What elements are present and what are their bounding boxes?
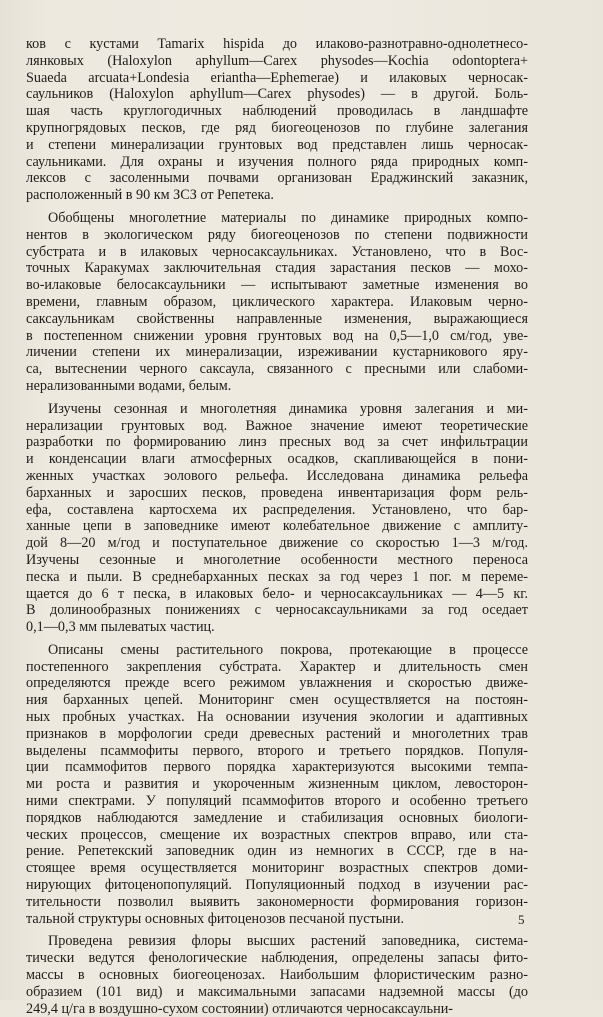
- text-line: саульников (Haloxylon aphyllum—Carex physodes) — в другой. Боль-: [26, 86, 528, 103]
- text-line: и конденсации влаги атмосферных осадков, скапливающейся в пони-: [26, 451, 528, 468]
- text-line: барханных и заросших песков, проведена инвентаризация форм рель-: [26, 484, 528, 501]
- text-line: рение. Репетекский заповедник один из немногих в СССР, где в на-: [26, 843, 528, 860]
- text-line: песка и пыли. В среднебарханных песках за год через 1 пог. м переме-: [26, 568, 528, 585]
- text-line: щается до 6 т песка, в илаковых бело- и черносаксаульниках — 4—5 кг.: [26, 585, 528, 602]
- text-line: точных Каракумах заключительная стадия зарастания песков — мохо-: [26, 260, 528, 277]
- text-line: Обобщены многолетние материалы по динамике природных компо-: [48, 209, 528, 226]
- text-line: времени, главным образом, циклического характера. Илаковым черно-: [26, 293, 528, 310]
- page-number: 5: [518, 912, 525, 927]
- text-line: ных пробных участках. На основании изучения экологии и адаптивных: [26, 709, 528, 726]
- paragraph: [26, 36, 528, 204]
- text-line: тически ведутся фенологические наблюдения, определены запасы фито-: [26, 950, 528, 967]
- text-line: постепенного закрепления субстрата. Характер и длительность смен: [26, 658, 528, 675]
- text-line: нерализованными водами, белым.: [26, 377, 232, 394]
- text-line: нерализации грунтовых вод. Важное значение имеют теоретические: [26, 417, 528, 434]
- paragraph: [26, 210, 528, 395]
- text-line: лексов с засоленными почвами организован Ераджинский заказник,: [26, 170, 528, 187]
- text-line: Изучены сезонная и многолетняя динамика уровня залегания и ми-: [48, 400, 528, 417]
- text-line: нирующих фитоценопопуляций. Популяционный подход в изучении рас-: [26, 877, 528, 894]
- text-line: тительности позволил выявить закономерности формирования горизон-: [26, 893, 528, 910]
- text-line: массы в основных биогеоценозах. Наибольшим флористическим разно-: [26, 967, 528, 984]
- text-line: порядков наблюдаются замедление и стабилизация основных биологи-: [26, 809, 528, 826]
- text-line: саксаульникам свойственны направленные изменения, выражающиеся: [26, 310, 528, 327]
- text-line: в постепенном снижении уровня грунтовых вод на 0,5—1,0 см/год, уве-: [26, 327, 528, 344]
- text-line: лянковых (Haloxylon aphyllum—Carex physodes—Kochia odontoptera+: [26, 52, 528, 69]
- text-line: выделены псаммофиты первого, второго и третьего порядков. Популя-: [26, 742, 528, 759]
- text-line: субстрата и в илаковых черносаксаульниках. Установлено, что в Вос-: [26, 243, 528, 260]
- text-line: шая часть круглогодичных наблюдений проводилась в ландшафте: [26, 103, 528, 120]
- text-line: женных участках эолового рельефа. Исследована динамика рельефа: [26, 467, 528, 484]
- text-line: ческих процессов, смещение их возрастных спектров вправо, или ста-: [26, 826, 528, 843]
- text-column: [26, 36, 528, 1017]
- text-line: ков с кустами Tamarix hispida до илаково-разнотравно-однолетнесо-: [26, 36, 528, 52]
- text-line: разработки по формированию линз пресных вод за счет инфильтрации: [26, 434, 528, 451]
- text-line: во-илаковые белосаксаульники — испытывают заметные изменения во: [26, 277, 528, 294]
- text-line: Suaeda arcuata+Londesia eriantha—Ephemerae) и илаковых черносак-: [26, 69, 528, 86]
- text-line: 249,4 ц/га в воздушно-сухом состоянии) отличаются черносаксаульни-: [26, 1000, 454, 1017]
- paragraph: [26, 401, 528, 636]
- paragraph: [26, 933, 528, 1017]
- text-line: и степени минерализации грунтовых вод представлен лишь черносак-: [26, 136, 528, 153]
- text-line: ния барханных цепей. Мониторинг смен осуществляется на постоян-: [26, 692, 528, 709]
- text-line: ефа, составлена картосхема их распределения. Установлено, что бар-: [26, 501, 528, 518]
- text-line: В долинообразных понижениях с черносаксаульниками за год оседает: [26, 602, 528, 619]
- text-line: признаков в морфологии среди древесных растений и многолетних трав: [26, 725, 528, 742]
- text-line: нентов в экологическом ряду биогеоценозов по степени подвижности: [26, 226, 528, 243]
- text-line: крупногрядовых песков, где ряд биогеоценозов по глубине залегания: [26, 119, 528, 136]
- text-line: тальной структуры основных фитоценозов песчаной пустыни.: [26, 910, 405, 927]
- text-line: образием (101 вид) и максимальными запасами надземной массы (до: [26, 983, 528, 1000]
- text-line: ханные цепи в заповеднике имеют колебательное движение с амплиту-: [26, 518, 528, 535]
- text-line: расположенный в 90 км ЗСЗ от Репетека.: [26, 187, 274, 204]
- text-line: Изучены сезонные и многолетние особенности местного переноса: [26, 551, 528, 568]
- text-line: дой 8—20 м/год и поступательное движение со скоростью 1—3 м/год.: [26, 535, 528, 552]
- paragraph: [26, 642, 528, 928]
- text-line: личении степени их минерализации, изреживании кустарникового яру-: [26, 344, 528, 361]
- text-line: ми роста и развития и укороченным жизненным циклом, левосторон-: [26, 776, 528, 793]
- text-line: са, вытеснении черного саксаула, связанного с пресными или слабоми-: [26, 361, 528, 378]
- text-line: стоящее время осуществляется мониторинг возрастных спектров доми-: [26, 860, 528, 877]
- text-line: 0,1—0,3 мм пылеватых частиц.: [26, 619, 215, 636]
- text-line: Описаны смены растительного покрова, протекающие в процессе: [48, 641, 528, 658]
- text-line: определяются прежде всего режимом увлажнения и скоростью движе-: [26, 675, 528, 692]
- text-line: Проведена ревизия флоры высших растений заповедника, система-: [48, 933, 528, 950]
- text-line: ними спектрами. У популяций псаммофитов второго и особенно третьего: [26, 793, 528, 810]
- text-line: саульниками. Для охраны и изучения полного ряда природных комп-: [26, 153, 528, 170]
- text-line: ции псаммофитов первого порядка характеризуются высокими темпа-: [26, 759, 528, 776]
